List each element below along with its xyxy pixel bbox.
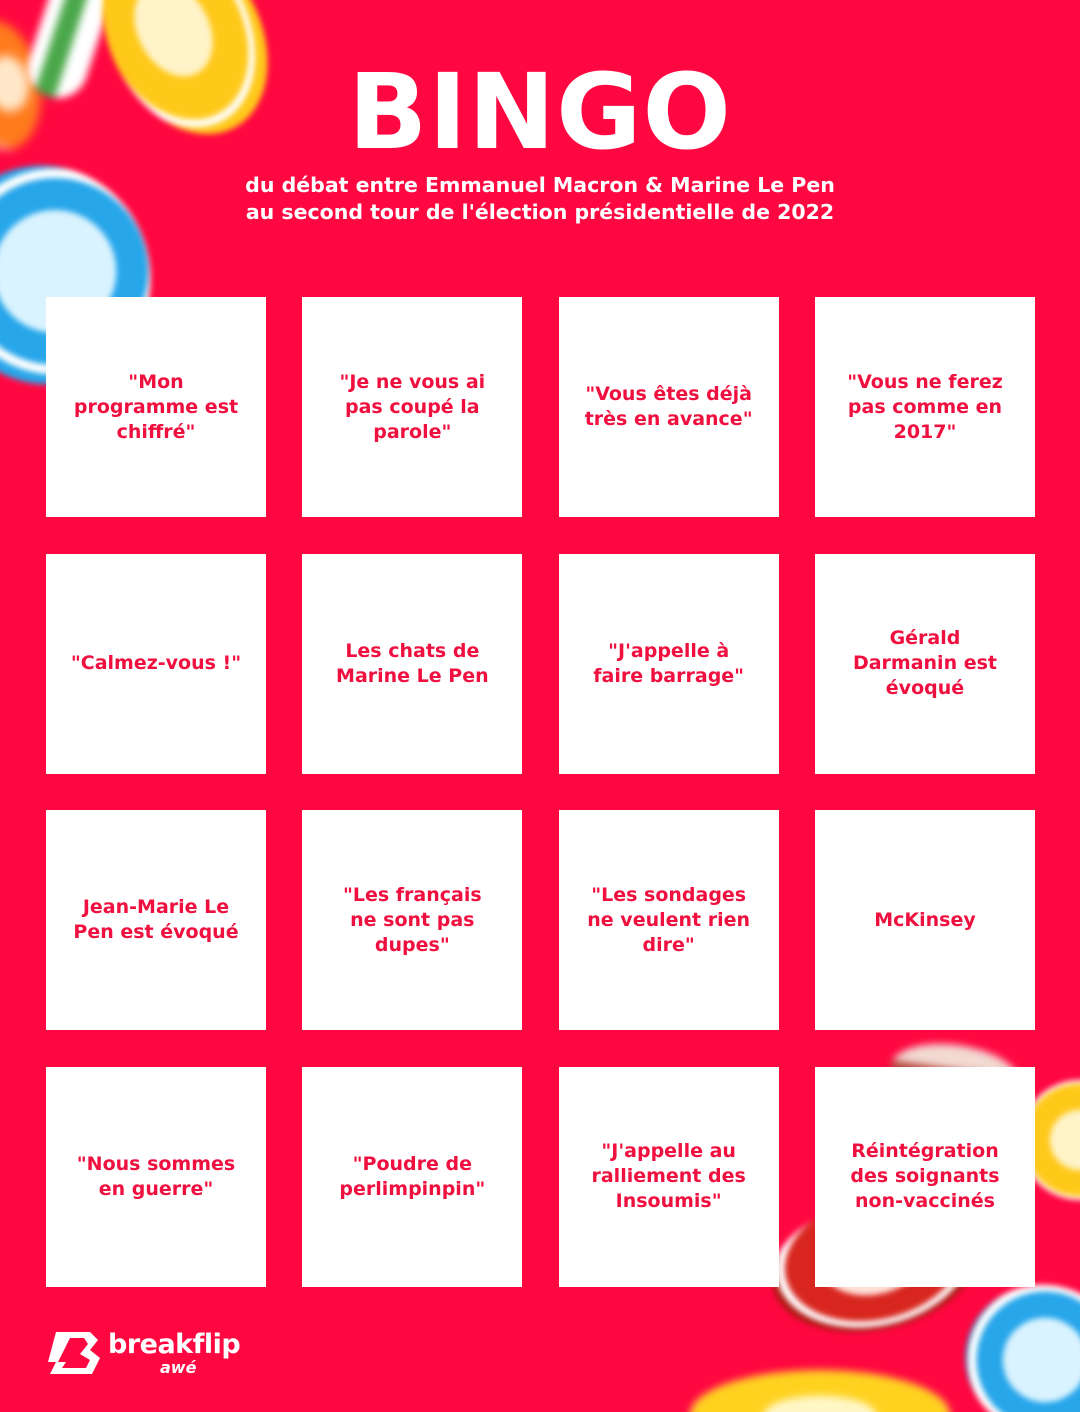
bingo-cell[interactable]	[815, 297, 1035, 517]
breakflip-logo-icon	[46, 1328, 102, 1378]
bingo-cell[interactable]	[559, 810, 779, 1030]
bingo-cell[interactable]	[815, 810, 1035, 1030]
bingo-cell-text: "Nous sommes en guerre"	[76, 1152, 236, 1200]
bingo-cell[interactable]	[302, 1067, 522, 1287]
bingo-grid	[46, 297, 1035, 1287]
bingo-cell-text: "Les français ne sont pas dupes"	[342, 883, 482, 956]
bingo-cell-text: Réintégration des soignants non-vaccinés	[850, 1140, 1000, 1213]
poker-chip-decoration	[948, 1267, 1080, 1412]
bingo-cell[interactable]	[46, 1067, 266, 1287]
page-title: BINGO	[348, 51, 732, 173]
bingo-cell[interactable]	[46, 297, 266, 517]
subtitle-line: du débat entre Emmanuel Macron & Marine Le Pen	[245, 173, 835, 197]
bingo-cell[interactable]	[815, 1067, 1035, 1287]
bingo-cell[interactable]	[302, 554, 522, 774]
bingo-cell-text: Gérald Darmanin est évoqué	[852, 627, 997, 700]
bingo-cell-text: "Vous ne ferez pas comme en 2017"	[847, 370, 1003, 443]
bingo-cell-text: "Je ne vous ai pas coupé la parole"	[339, 370, 486, 443]
bingo-cell[interactable]	[559, 1067, 779, 1287]
bingo-cell-text: "Mon programme est chiffré"	[73, 370, 239, 443]
bingo-cell[interactable]	[302, 297, 522, 517]
bingo-cell-text: McKinsey	[874, 908, 976, 931]
bingo-cell-text: "Les sondages ne veulent rien dire"	[587, 883, 751, 956]
bingo-cell-text: Les chats de Marine Le Pen	[336, 639, 489, 687]
bingo-cell[interactable]	[46, 554, 266, 774]
logo-tagline: awé	[160, 1358, 197, 1377]
bingo-cell[interactable]	[46, 810, 266, 1030]
bingo-cell-text: "Vous êtes déjà très en avance"	[584, 383, 753, 430]
poker-chip-decoration	[690, 1370, 950, 1412]
bingo-cell-text: Jean-Marie Le Pen est évoqué	[73, 896, 239, 944]
logo-wordmark: breakflip	[108, 1329, 241, 1360]
bingo-cell[interactable]	[559, 297, 779, 517]
bingo-cell-text: "J'appelle au ralliement des Insoumis"	[591, 1140, 746, 1213]
bingo-cell[interactable]	[815, 554, 1035, 774]
bingo-cell-text: "Poudre de perlimpinpin"	[339, 1152, 486, 1200]
page-subtitle	[0, 172, 1080, 226]
bingo-cell-text: "Calmez-vous !"	[70, 652, 242, 675]
subtitle-line: au second tour de l'élection présidentielle de 2022	[245, 200, 835, 224]
breakflip-logo[interactable]	[46, 1328, 266, 1378]
bingo-cell[interactable]	[302, 810, 522, 1030]
bingo-cell[interactable]	[559, 554, 779, 774]
bingo-cell-text: "J'appelle à faire barrage"	[593, 639, 745, 687]
